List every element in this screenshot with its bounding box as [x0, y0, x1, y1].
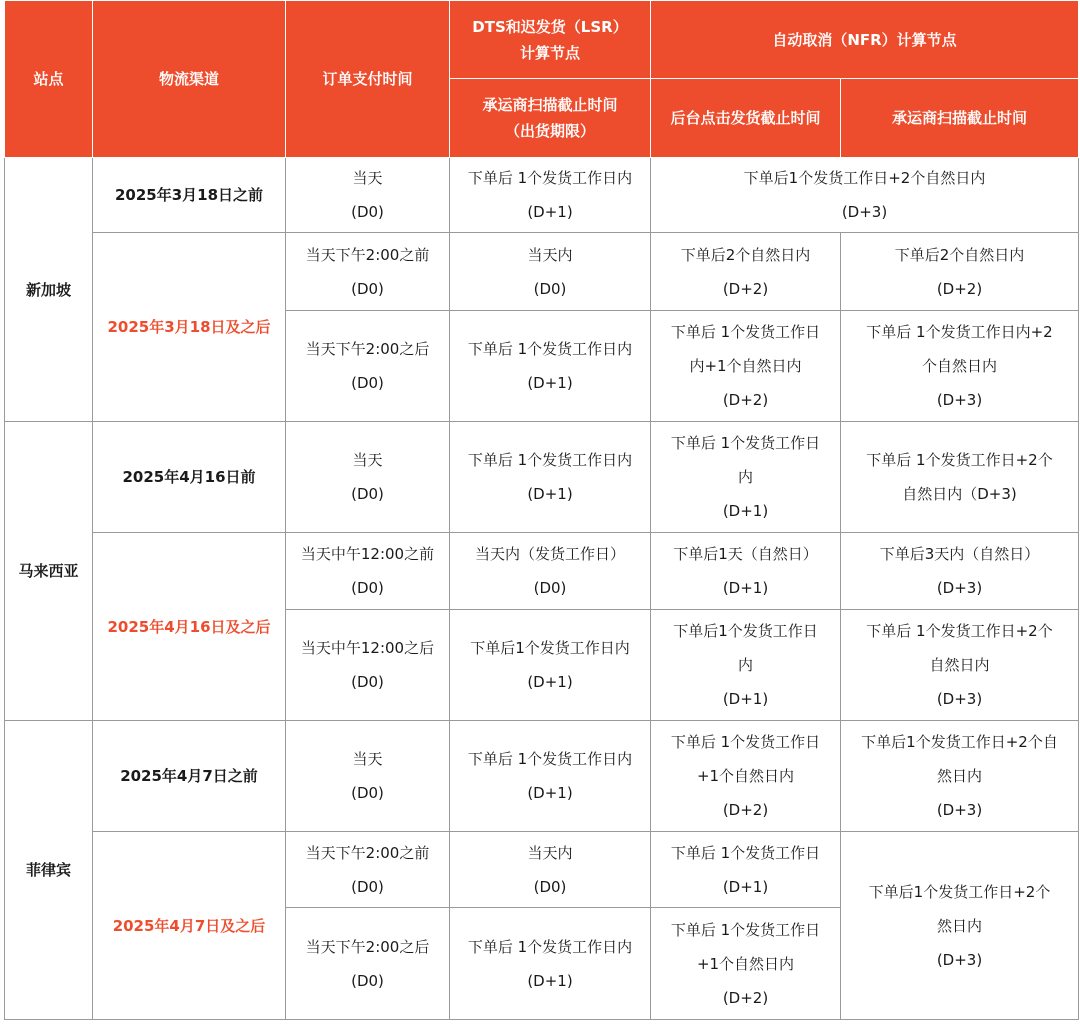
table-row [5, 233, 1079, 311]
channel-cell: 2025年3月18日及之后 [93, 233, 286, 422]
pay-time-cell [286, 721, 450, 832]
table-row [5, 422, 1079, 533]
header-channel: 物流渠道 [93, 1, 286, 158]
table-row [5, 721, 1079, 832]
cell-line: (D+1) [527, 673, 573, 691]
cell-line: (D0) [351, 784, 384, 802]
cell-line: 当天 [352, 169, 383, 187]
pay-time-cell [286, 533, 450, 610]
cell-line: 内 [737, 468, 753, 486]
cell-line: 下单后1个发货工作日+2个自 [861, 733, 1058, 751]
lsr-cell [450, 721, 651, 832]
lsr-cell [450, 233, 651, 311]
cell-line: (D+2) [722, 801, 769, 819]
lsr-cell [450, 311, 651, 422]
table-row [5, 158, 1079, 233]
nfr-backend-cell [651, 908, 841, 1020]
cell-line: 下单后 1个发货工作日内+2 [866, 323, 1053, 341]
lsr-cell [450, 610, 651, 721]
channel-cell: 2025年4月16日及之后 [93, 533, 286, 721]
header-lsr [450, 1, 651, 79]
nfr-backend-cell [651, 422, 841, 533]
header-pay-time: 订单支付时间 [286, 1, 450, 158]
subheader-nfr-backend: 后台点击发货截止时间 [651, 79, 841, 158]
cell-line: (D+2) [936, 279, 983, 298]
cell-line: 当天下午2:00之后 [305, 937, 430, 956]
pay-time-cell [286, 908, 450, 1020]
nfr-carrier-cell [841, 233, 1079, 311]
cell-line: (D+2) [722, 279, 769, 298]
cell-line: 内 [737, 656, 753, 674]
cell-line: (D+3) [936, 579, 983, 597]
cell-line: 当天内（发货工作日） [474, 545, 625, 563]
cell-line: (D+3) [936, 391, 983, 409]
cell-line: +1个自然日内 [696, 954, 795, 973]
pay-time-cell [286, 233, 450, 311]
lsr-cell [450, 908, 651, 1020]
cell-line: 下单后 1个发货工作日 [670, 843, 821, 862]
cell-line: 下单后1个发货工作日+2个自然日内 [743, 169, 986, 187]
cell-line: +1个自然日内 [696, 767, 795, 785]
nfr-carrier-cell [841, 422, 1079, 533]
channel-cell: 2025年4月16日前 [93, 422, 286, 533]
cell-line: 下单后 1个发货工作日+2个 [866, 622, 1053, 640]
nfr-backend-cell [651, 721, 841, 832]
cell-line: (D+1) [527, 784, 573, 802]
cell-line: 下单后1天（自然日） [673, 545, 818, 563]
cell-line: 当天下午2:00之前 [305, 245, 430, 264]
cell-line: 自然日内（D+3) [902, 485, 1017, 503]
cell-line: (D+1) [722, 690, 769, 708]
cell-line: 当天内 [527, 245, 573, 264]
cell-line: 下单后2个自然日内 [680, 245, 811, 264]
nfr-backend-cell [651, 311, 841, 422]
nfr-backend-cell [651, 832, 841, 908]
pay-time-cell [286, 610, 450, 721]
subheader-lsr [450, 79, 651, 158]
cell-line: 当天内 [527, 843, 573, 862]
nfr-carrier-cell [841, 721, 1079, 832]
nfr-backend-cell [651, 533, 841, 610]
pay-time-cell [286, 158, 450, 233]
cell-line: 下单后2个自然日内 [894, 245, 1025, 264]
cell-line: 当天 [352, 750, 383, 768]
lsr-cell [450, 832, 651, 908]
cell-line: 自然日内 [929, 656, 990, 674]
cell-line: 下单后 1个发货工作日 [670, 733, 821, 751]
header-nfr: 自动取消（NFR）计算节点 [651, 1, 1079, 79]
cell-line: 下单后3天内（自然日） [879, 545, 1040, 563]
cell-line: (D+3) [936, 950, 983, 969]
cell-line: 下单后 1个发货工作日 [670, 434, 821, 452]
cell-line: 下单后1个发货工作日内 [470, 639, 630, 657]
nfr-carrier-cell [841, 533, 1079, 610]
nfr-carrier-cell [841, 832, 1079, 1020]
cell-line: (D+1) [527, 374, 573, 392]
cell-line: 下单后1个发货工作日+2个 [868, 882, 1051, 901]
cell-line: (D0) [533, 877, 567, 896]
cell-line: (D0) [351, 374, 384, 392]
cell-line: (D0) [533, 279, 567, 298]
cell-line: 下单后 1个发货工作日内 [467, 340, 633, 358]
nfr-carrier-cell [841, 610, 1079, 721]
site-malaysia: 马来西亚 [5, 422, 93, 721]
nfr-cell [651, 158, 1079, 233]
cell-line: 当天下午2:00之前 [305, 843, 430, 862]
table-row [5, 533, 1079, 610]
pay-time-cell [286, 311, 450, 422]
cell-line: (D0) [533, 579, 567, 597]
header-lsr-line1: DTS和迟发货（LSR） [472, 17, 628, 36]
shipping-rules-table [4, 0, 1079, 1020]
table-row [5, 832, 1079, 908]
subheader-lsr-line1: 承运商扫描截止时间 [482, 96, 618, 114]
cell-line: 下单后1个发货工作日 [673, 622, 818, 640]
channel-cell: 2025年4月7日及之后 [93, 832, 286, 1020]
cell-line: (D0) [351, 279, 384, 298]
cell-line: 下单后 1个发货工作日内 [467, 169, 633, 187]
site-philippines: 菲律宾 [5, 721, 93, 1020]
cell-line: 然日内 [937, 916, 983, 935]
cell-line: (D0) [351, 673, 384, 691]
cell-line: (D+2) [722, 391, 769, 409]
cell-line: (D+1) [527, 971, 573, 990]
header-lsr-line2: 计算节点 [519, 43, 580, 62]
cell-line: (D0) [351, 485, 384, 503]
cell-line: 下单后 1个发货工作日+2个 [866, 451, 1053, 469]
header-site: 站点 [5, 1, 93, 158]
nfr-carrier-cell [841, 311, 1079, 422]
cell-line: (D0) [351, 579, 384, 597]
nfr-backend-cell [651, 233, 841, 311]
subheader-nfr-carrier: 承运商扫描截止时间 [841, 79, 1079, 158]
cell-line: (D+1) [722, 877, 769, 896]
subheader-lsr-line2: （出货期限） [504, 122, 595, 140]
channel-cell: 2025年3月18日之前 [93, 158, 286, 233]
cell-line: (D0) [351, 877, 384, 896]
cell-line: 当天下午2:00之后 [305, 340, 430, 358]
cell-line: 下单后 1个发货工作日内 [467, 937, 633, 956]
cell-line: 下单后 1个发货工作日 [670, 920, 821, 939]
cell-line: 下单后 1个发货工作日内 [467, 451, 633, 469]
pay-time-cell [286, 422, 450, 533]
channel-cell: 2025年4月7日之前 [93, 721, 286, 832]
cell-line: (D+1) [722, 502, 769, 520]
cell-line: 内+1个自然日内 [689, 357, 802, 375]
lsr-cell [450, 422, 651, 533]
cell-line: (D+1) [722, 579, 769, 597]
cell-line: 当天中午12:00之后 [300, 639, 435, 657]
cell-line: 当天 [352, 451, 383, 469]
cell-line: (D+3) [936, 801, 983, 819]
lsr-cell [450, 533, 651, 610]
cell-line: (D+3) [936, 690, 983, 708]
cell-line: (D0) [351, 971, 384, 990]
cell-line: 下单后 1个发货工作日 [670, 323, 821, 341]
cell-line: (D+3) [841, 203, 888, 221]
lsr-cell [450, 158, 651, 233]
cell-line: (D+1) [527, 203, 573, 221]
pay-time-cell [286, 832, 450, 908]
nfr-backend-cell [651, 610, 841, 721]
cell-line: 当天中午12:00之前 [300, 545, 435, 563]
cell-line: 下单后 1个发货工作日内 [467, 750, 633, 768]
cell-line: (D0) [351, 203, 384, 221]
site-singapore: 新加坡 [5, 158, 93, 422]
cell-line: (D+1) [527, 485, 573, 503]
cell-line: 个自然日内 [922, 357, 998, 375]
cell-line: (D+2) [722, 988, 769, 1007]
cell-line: 然日内 [937, 767, 983, 785]
